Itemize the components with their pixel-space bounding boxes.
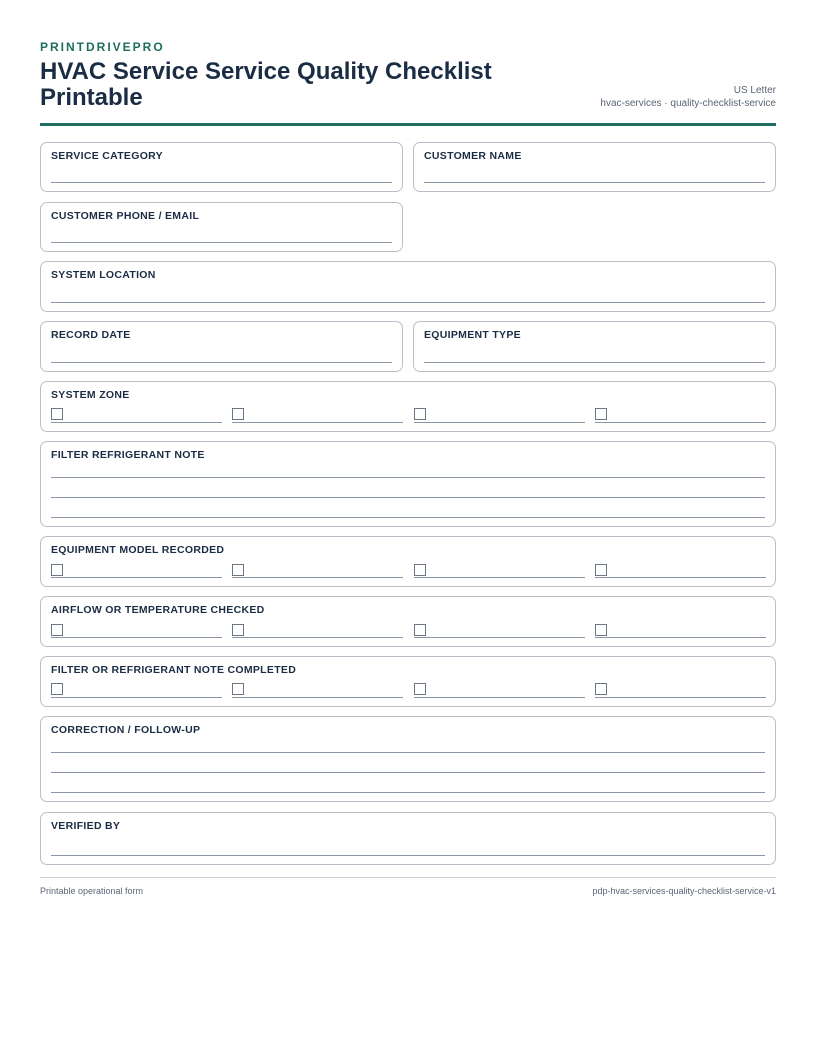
- filter-note-completed-label: FILTER OR REFRIGERANT NOTE COMPLETED: [51, 664, 297, 676]
- checkbox-line[interactable]: [232, 577, 403, 578]
- form-id: pdp-hvac-services-quality-checklist-service-v1: [592, 886, 776, 896]
- checkbox[interactable]: [51, 564, 63, 576]
- note-line[interactable]: [51, 497, 765, 498]
- verified-by-input[interactable]: [51, 855, 765, 856]
- customer-name-label: CUSTOMER NAME: [424, 150, 522, 162]
- correction-follow-up-label: CORRECTION / FOLLOW-UP: [51, 724, 201, 736]
- checkbox-line[interactable]: [51, 422, 222, 423]
- note-line[interactable]: [51, 792, 765, 793]
- filter-refrigerant-note-label: FILTER REFRIGERANT NOTE: [51, 449, 205, 461]
- checkbox-line[interactable]: [595, 697, 766, 698]
- filter-refrigerant-note-field: [40, 441, 776, 527]
- checkbox-line[interactable]: [414, 422, 585, 423]
- airflow-checked-field: [40, 596, 776, 647]
- equipment-type-field: [413, 321, 776, 372]
- checkbox[interactable]: [51, 624, 63, 636]
- record-date-input[interactable]: [51, 362, 392, 363]
- checkbox-line[interactable]: [232, 422, 403, 423]
- checkbox[interactable]: [595, 683, 607, 695]
- checkbox-line[interactable]: [414, 577, 585, 578]
- note-line[interactable]: [51, 477, 765, 478]
- customer-contact-field: [40, 202, 403, 252]
- checkbox-line[interactable]: [51, 577, 222, 578]
- checkbox[interactable]: [232, 624, 244, 636]
- checkbox-line[interactable]: [414, 697, 585, 698]
- equipment-type-label: EQUIPMENT TYPE: [424, 329, 521, 341]
- record-date-label: RECORD DATE: [51, 329, 131, 341]
- equipment-model-recorded-field: [40, 536, 776, 587]
- service-category-label: SERVICE CATEGORY: [51, 150, 163, 162]
- note-line[interactable]: [51, 517, 765, 518]
- checkbox[interactable]: [414, 408, 426, 420]
- equipment-type-input[interactable]: [424, 362, 765, 363]
- checkbox-line[interactable]: [595, 637, 766, 638]
- checkbox[interactable]: [595, 408, 607, 420]
- checkbox[interactable]: [51, 408, 63, 420]
- checkbox-line[interactable]: [232, 697, 403, 698]
- checkbox[interactable]: [595, 564, 607, 576]
- customer-contact-input[interactable]: [51, 242, 392, 243]
- system-zone-label: SYSTEM ZONE: [51, 389, 130, 401]
- checkbox[interactable]: [232, 683, 244, 695]
- page-title: HVAC Service Service Quality Checklist Printable: [40, 58, 492, 111]
- note-line[interactable]: [51, 752, 765, 753]
- checkbox-line[interactable]: [595, 577, 766, 578]
- form-slug: hvac-services · quality-checklist-service: [600, 98, 776, 109]
- airflow-checked-label: AIRFLOW OR TEMPERATURE CHECKED: [51, 604, 265, 616]
- checkbox[interactable]: [414, 683, 426, 695]
- note-line[interactable]: [51, 772, 765, 773]
- paper-size: US Letter: [733, 85, 776, 96]
- equipment-model-recorded-label: EQUIPMENT MODEL RECORDED: [51, 544, 225, 556]
- checkbox[interactable]: [51, 683, 63, 695]
- system-location-label: SYSTEM LOCATION: [51, 269, 156, 281]
- checkbox[interactable]: [414, 624, 426, 636]
- footer-note: Printable operational form: [40, 886, 144, 896]
- filter-note-completed-field: [40, 656, 776, 707]
- system-location-input[interactable]: [51, 302, 765, 303]
- checkbox-line[interactable]: [595, 422, 766, 423]
- system-zone-field: [40, 381, 776, 432]
- checkbox[interactable]: [595, 624, 607, 636]
- service-category-input[interactable]: [51, 182, 392, 183]
- checkbox-line[interactable]: [232, 637, 403, 638]
- brand-name: PRINTDRIVEPRO: [40, 40, 165, 54]
- record-date-field: [40, 321, 403, 372]
- customer-name-field: [413, 142, 776, 192]
- verified-by-field: [40, 812, 776, 865]
- checkbox-line[interactable]: [51, 637, 222, 638]
- checkbox-line[interactable]: [51, 697, 222, 698]
- system-location-field: [40, 261, 776, 312]
- checkbox[interactable]: [414, 564, 426, 576]
- verified-by-label: VERIFIED BY: [51, 820, 121, 832]
- customer-name-input[interactable]: [424, 182, 765, 183]
- checkbox[interactable]: [232, 408, 244, 420]
- header-meta: [600, 84, 776, 110]
- form-header: [40, 40, 776, 126]
- correction-follow-up-field: [40, 716, 776, 802]
- form-footer: [40, 877, 776, 896]
- service-category-field: [40, 142, 403, 192]
- checkbox-line[interactable]: [414, 637, 585, 638]
- customer-contact-label: CUSTOMER PHONE / EMAIL: [51, 210, 200, 222]
- checkbox[interactable]: [232, 564, 244, 576]
